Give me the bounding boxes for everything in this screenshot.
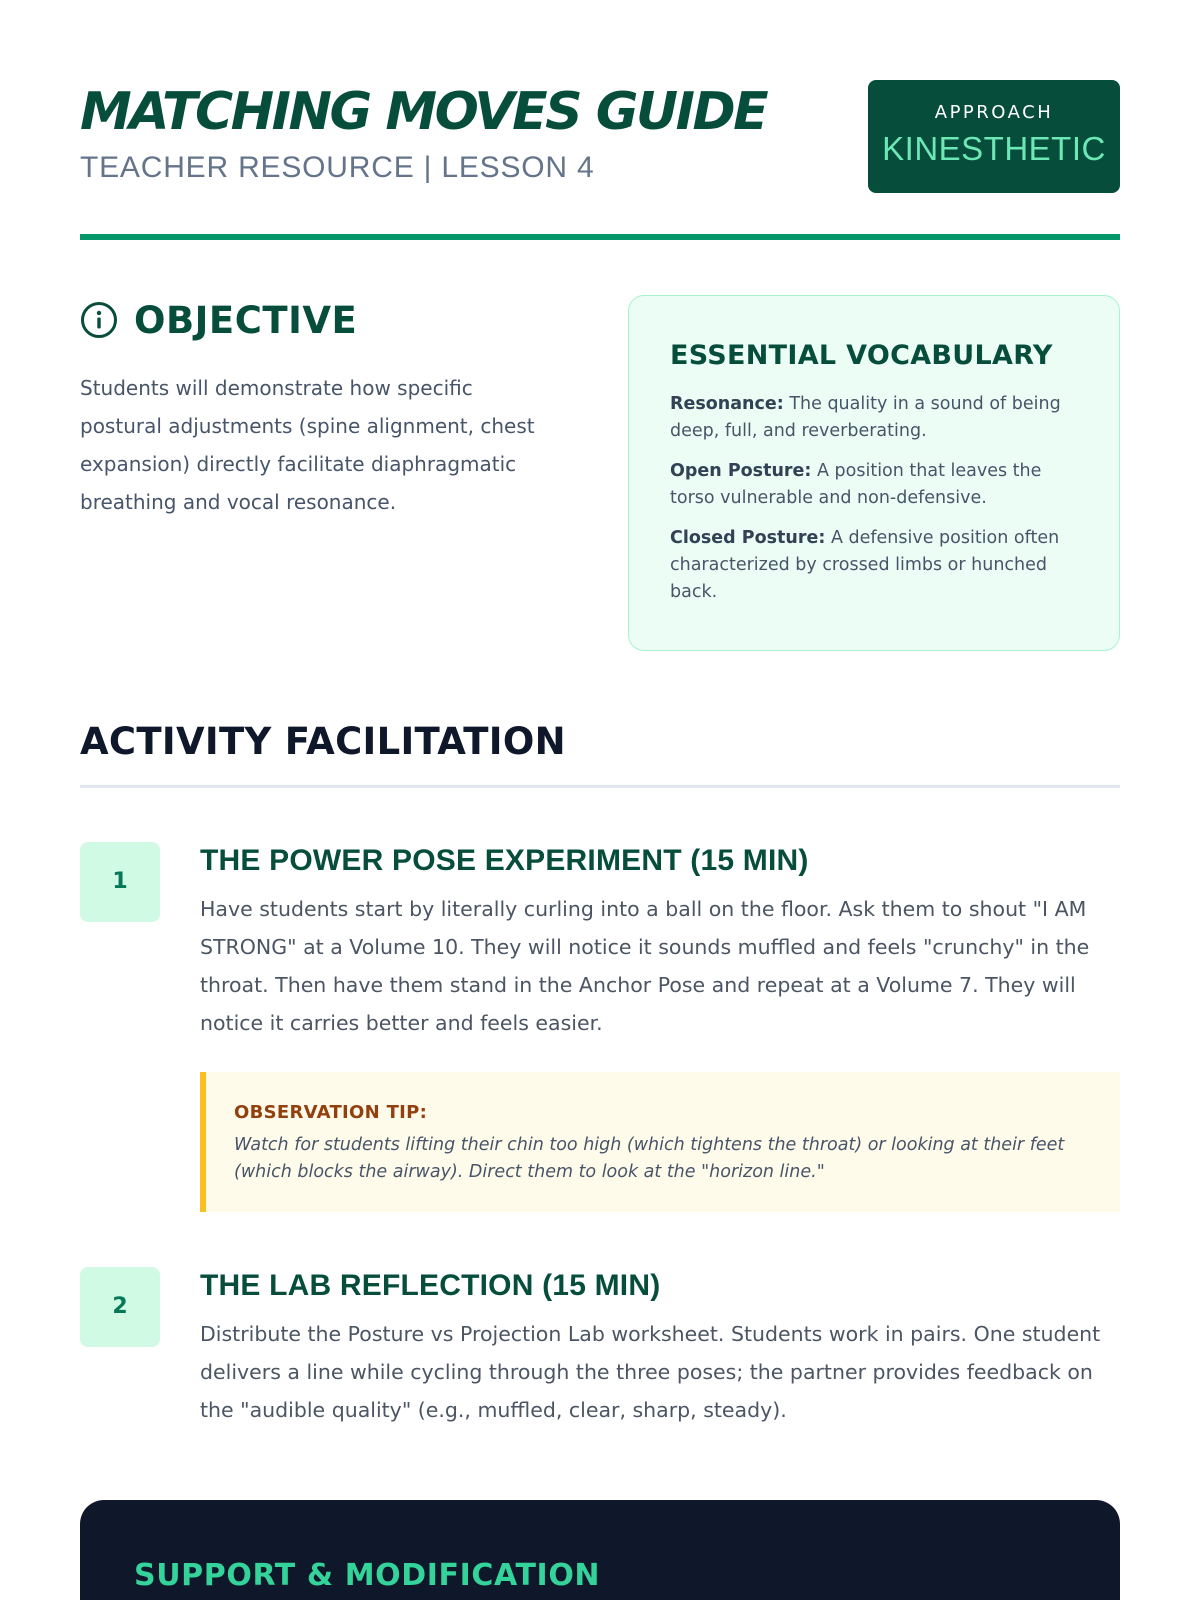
vocabulary-item bbox=[670, 525, 1079, 606]
vocabulary-item bbox=[670, 391, 1079, 445]
tip-text: Watch for students lifting their chin too high (which tightens the throat) or looking at their feet (which blocks the airway). Direct them to look at the "horizon line." bbox=[234, 1135, 1065, 1182]
step-title: THE LAB REFLECTION (15 MIN) bbox=[200, 1269, 661, 1302]
approach-badge bbox=[868, 80, 1120, 193]
vocabulary-term: Closed Posture: bbox=[670, 528, 826, 548]
step-body bbox=[200, 844, 1120, 1042]
vocabulary-definition: The quality in a sound of being deep, full, and reverberating. bbox=[670, 394, 1061, 441]
objective-title: OBJECTIVE bbox=[134, 298, 358, 342]
objective-text: Students will demonstrate how specific postural adjustments (spine alignment, chest expansion) directly facilitate diaphragmatic breathing and vocal resonance. bbox=[80, 376, 535, 514]
support-title: SUPPORT & MODIFICATION bbox=[134, 1558, 601, 1593]
activity-title: ACTIVITY FACILITATION bbox=[80, 720, 566, 763]
info-icon bbox=[80, 301, 118, 339]
page-subtitle: TEACHER RESOURCE | LESSON 4 bbox=[80, 151, 595, 184]
header bbox=[80, 0, 1120, 240]
vocabulary-definition: A defensive position often characterized by crossed limbs or hunched back. bbox=[670, 528, 1060, 602]
step-title: THE POWER POSE EXPERIMENT (15 MIN) bbox=[200, 844, 809, 877]
observation-tip bbox=[200, 1072, 1120, 1212]
page-title: MATCHING MOVES GUIDE bbox=[80, 82, 767, 142]
approach-value: KINESTHETIC bbox=[882, 130, 1106, 167]
vocabulary-item bbox=[670, 458, 1079, 512]
support-section bbox=[80, 1500, 1120, 1600]
vocabulary-card bbox=[628, 295, 1120, 651]
objective-section bbox=[80, 295, 560, 521]
vocabulary-term: Resonance: bbox=[670, 394, 784, 414]
approach-label: APPROACH bbox=[934, 102, 1054, 123]
step-number: 1 bbox=[80, 842, 160, 922]
step-text: Distribute the Posture vs Projection Lab worksheet. Students work in pairs. One student delivers a line while cycling through the three poses; the partner provides feedback on the "audible quality" (e.g., muffled, clear, sharp, steady). bbox=[200, 1322, 1101, 1422]
objective-heading bbox=[80, 295, 560, 345]
step-text: Have students start by literally curling into a ball on the floor. Ask them to shout "I AM STRONG" at a Volume 10. They will notice it sounds muffled and feels "crunchy" in the throat. Then have them stand in the Anchor Pose and repeat at a Volume 7. They will notice it carries better and feels easier. bbox=[200, 897, 1090, 1035]
step-body bbox=[200, 1269, 1120, 1429]
step-number: 2 bbox=[80, 1267, 160, 1347]
vocabulary-term: Open Posture: bbox=[670, 461, 812, 481]
activity-divider bbox=[80, 785, 1120, 788]
vocabulary-definition: A position that leaves the torso vulnerable and non-defensive. bbox=[670, 461, 1042, 508]
vocabulary-title: ESSENTIAL VOCABULARY bbox=[670, 340, 1053, 371]
header-divider bbox=[80, 234, 1120, 240]
tip-label: OBSERVATION TIP: bbox=[234, 1102, 428, 1123]
